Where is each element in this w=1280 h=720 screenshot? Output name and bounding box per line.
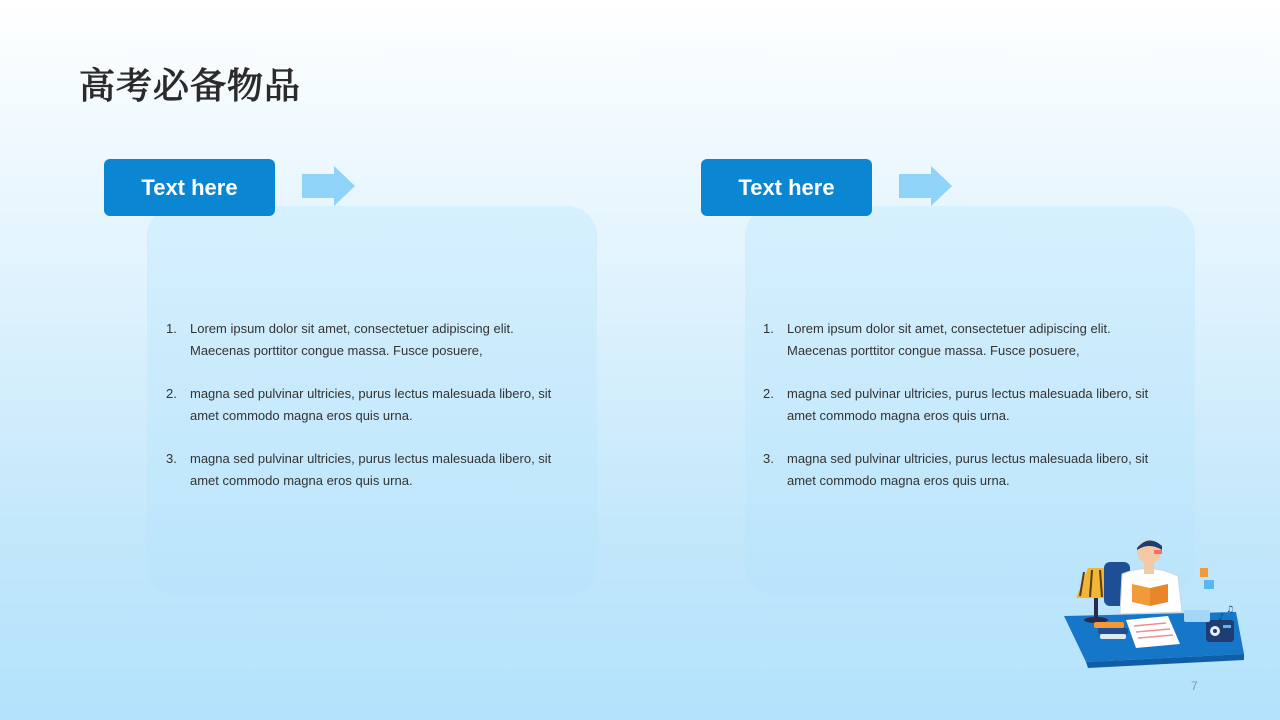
slide-title: 高考必备物品 xyxy=(79,66,302,107)
page-number: 7 xyxy=(1191,679,1198,693)
list-item xyxy=(763,318,1173,362)
label-box-2: Text here xyxy=(701,159,872,216)
list-item-number: 3. xyxy=(763,451,774,466)
svg-text:♫: ♫ xyxy=(1226,605,1235,615)
list-item-text: magna sed pulvinar ultricies, purus lectus malesuada libero, sit amet commodo magna eros quis urna. xyxy=(787,386,1149,423)
label-box-1: Text here xyxy=(104,159,275,216)
list-item xyxy=(166,448,576,492)
numbered-list-2 xyxy=(763,318,1173,513)
list-item xyxy=(166,383,576,427)
list-item-text: magna sed pulvinar ultricies, purus lectus malesuada libero, sit amet commodo magna eros quis urna. xyxy=(190,451,552,488)
list-item-number: 3. xyxy=(166,451,177,466)
list-item-text: Lorem ipsum dolor sit amet, consectetuer adipiscing elit. Maecenas porttitor congue massa. Fusce posuere, xyxy=(190,321,514,358)
svg-text:♪: ♪ xyxy=(1218,612,1225,623)
list-item-text: magna sed pulvinar ultricies, purus lectus malesuada libero, sit amet commodo magna eros quis urna. xyxy=(787,451,1149,488)
list-item-number: 2. xyxy=(763,386,774,401)
numbered-list-1 xyxy=(166,318,576,513)
list-item xyxy=(763,383,1173,427)
list-item xyxy=(763,448,1173,492)
list-item xyxy=(166,318,576,362)
list-item-text: Lorem ipsum dolor sit amet, consectetuer adipiscing elit. Maecenas porttitor congue massa. Fusce posuere, xyxy=(787,321,1111,358)
list-item-number: 1. xyxy=(166,321,177,336)
student-desk-illustration xyxy=(1058,532,1250,668)
arrow-right-icon xyxy=(899,166,953,206)
arrow-right-icon xyxy=(302,166,356,206)
list-item-number: 1. xyxy=(763,321,774,336)
list-item-number: 2. xyxy=(166,386,177,401)
list-item-text: magna sed pulvinar ultricies, purus lectus malesuada libero, sit amet commodo magna eros quis urna. xyxy=(190,386,552,423)
